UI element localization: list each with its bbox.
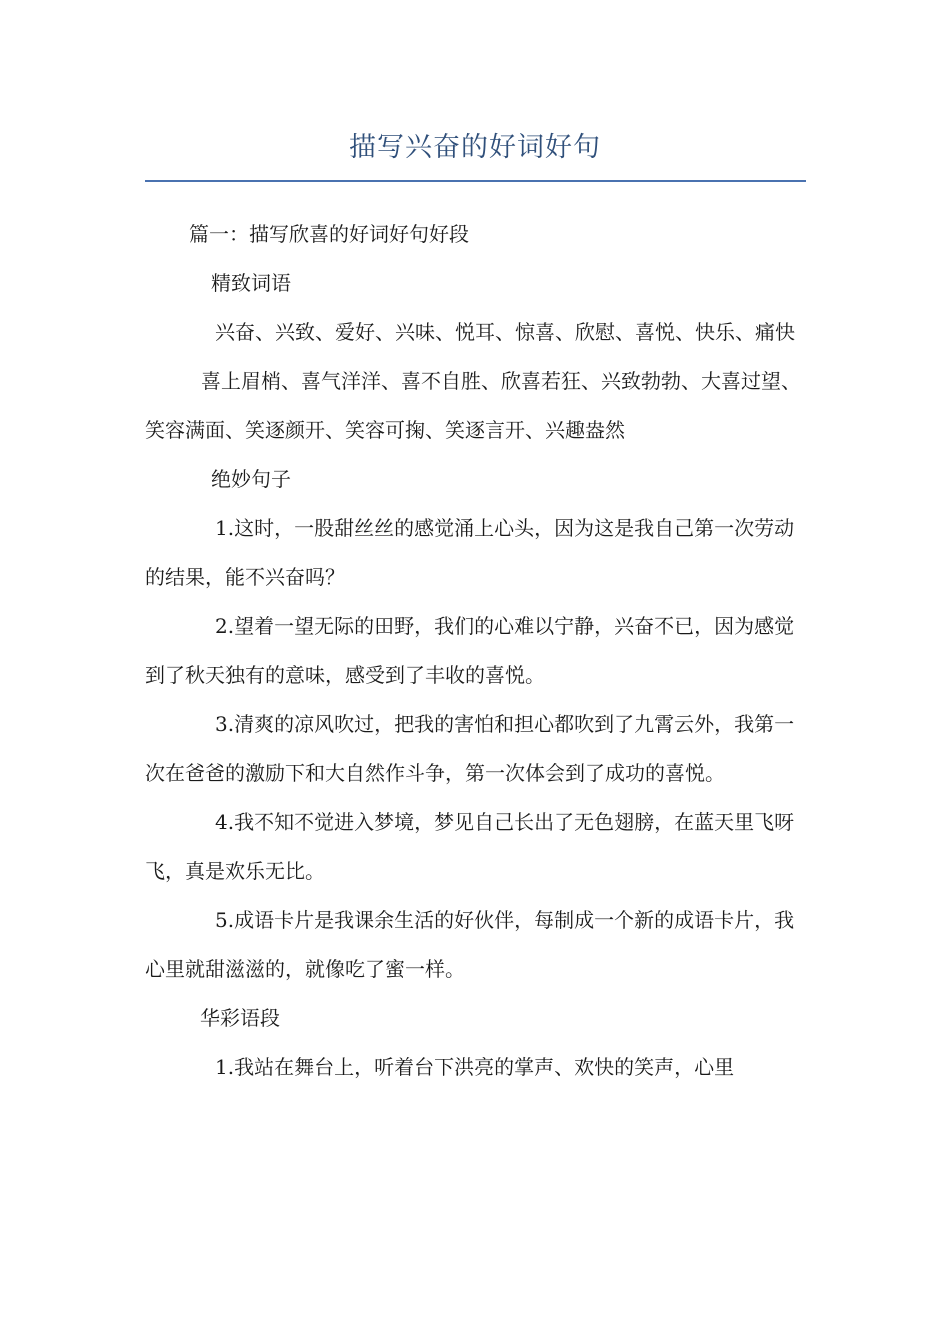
document-title: 描写兴奋的好词好句 (349, 132, 601, 163)
words-list: 兴奋、兴致、爱好、兴味、悦耳、惊喜、欣慰、喜悦、快乐、痛快 (215, 320, 795, 344)
idioms-list: 喜上眉梢、喜气洋洋、喜不自胜、欣喜若狂、兴致勃勃、大喜过望、笑容满面、笑逐颜开、笑容可掬、笑逐言开、兴趣盎然 (145, 369, 801, 442)
document-body (145, 210, 825, 1092)
sentence-item: 2.望着一望无际的田野，我们的心难以宁静，兴奋不已，因为感觉到了秋天独有的意味，感受到了丰收的喜悦。 (145, 614, 795, 687)
paragraph-item: 1.我站在舞台上，听着台下洪亮的掌声、欢快的笑声，心里 (215, 1055, 735, 1079)
sentence-item: 3.清爽的凉风吹过，把我的害怕和担心都吹到了九霄云外，我第一次在爸爸的激励下和大自然作斗争，第一次体会到了成功的喜悦。 (145, 712, 795, 785)
sentence-item: 4.我不知不觉进入梦境，梦见自己长出了无色翅膀，在蓝天里飞呀飞，真是欢乐无比。 (145, 810, 795, 883)
sentence-item: 5.成语卡片是我课余生活的好伙伴，每制成一个新的成语卡片，我心里就甜滋滋的，就像吃了蜜一样。 (145, 908, 795, 981)
subheading-sentences: 绝妙句子 (211, 467, 291, 491)
sentence-item: 1.这时，一股甜丝丝的感觉涌上心头，因为这是我自己第一次劳动的结果，能不兴奋吗？ (145, 516, 795, 589)
section-heading: 篇一：描写欣喜的好词好句好段 (189, 222, 469, 246)
title-underline (145, 180, 806, 182)
subheading-words: 精致词语 (211, 271, 291, 295)
subheading-paragraphs: 华彩语段 (200, 1006, 280, 1030)
